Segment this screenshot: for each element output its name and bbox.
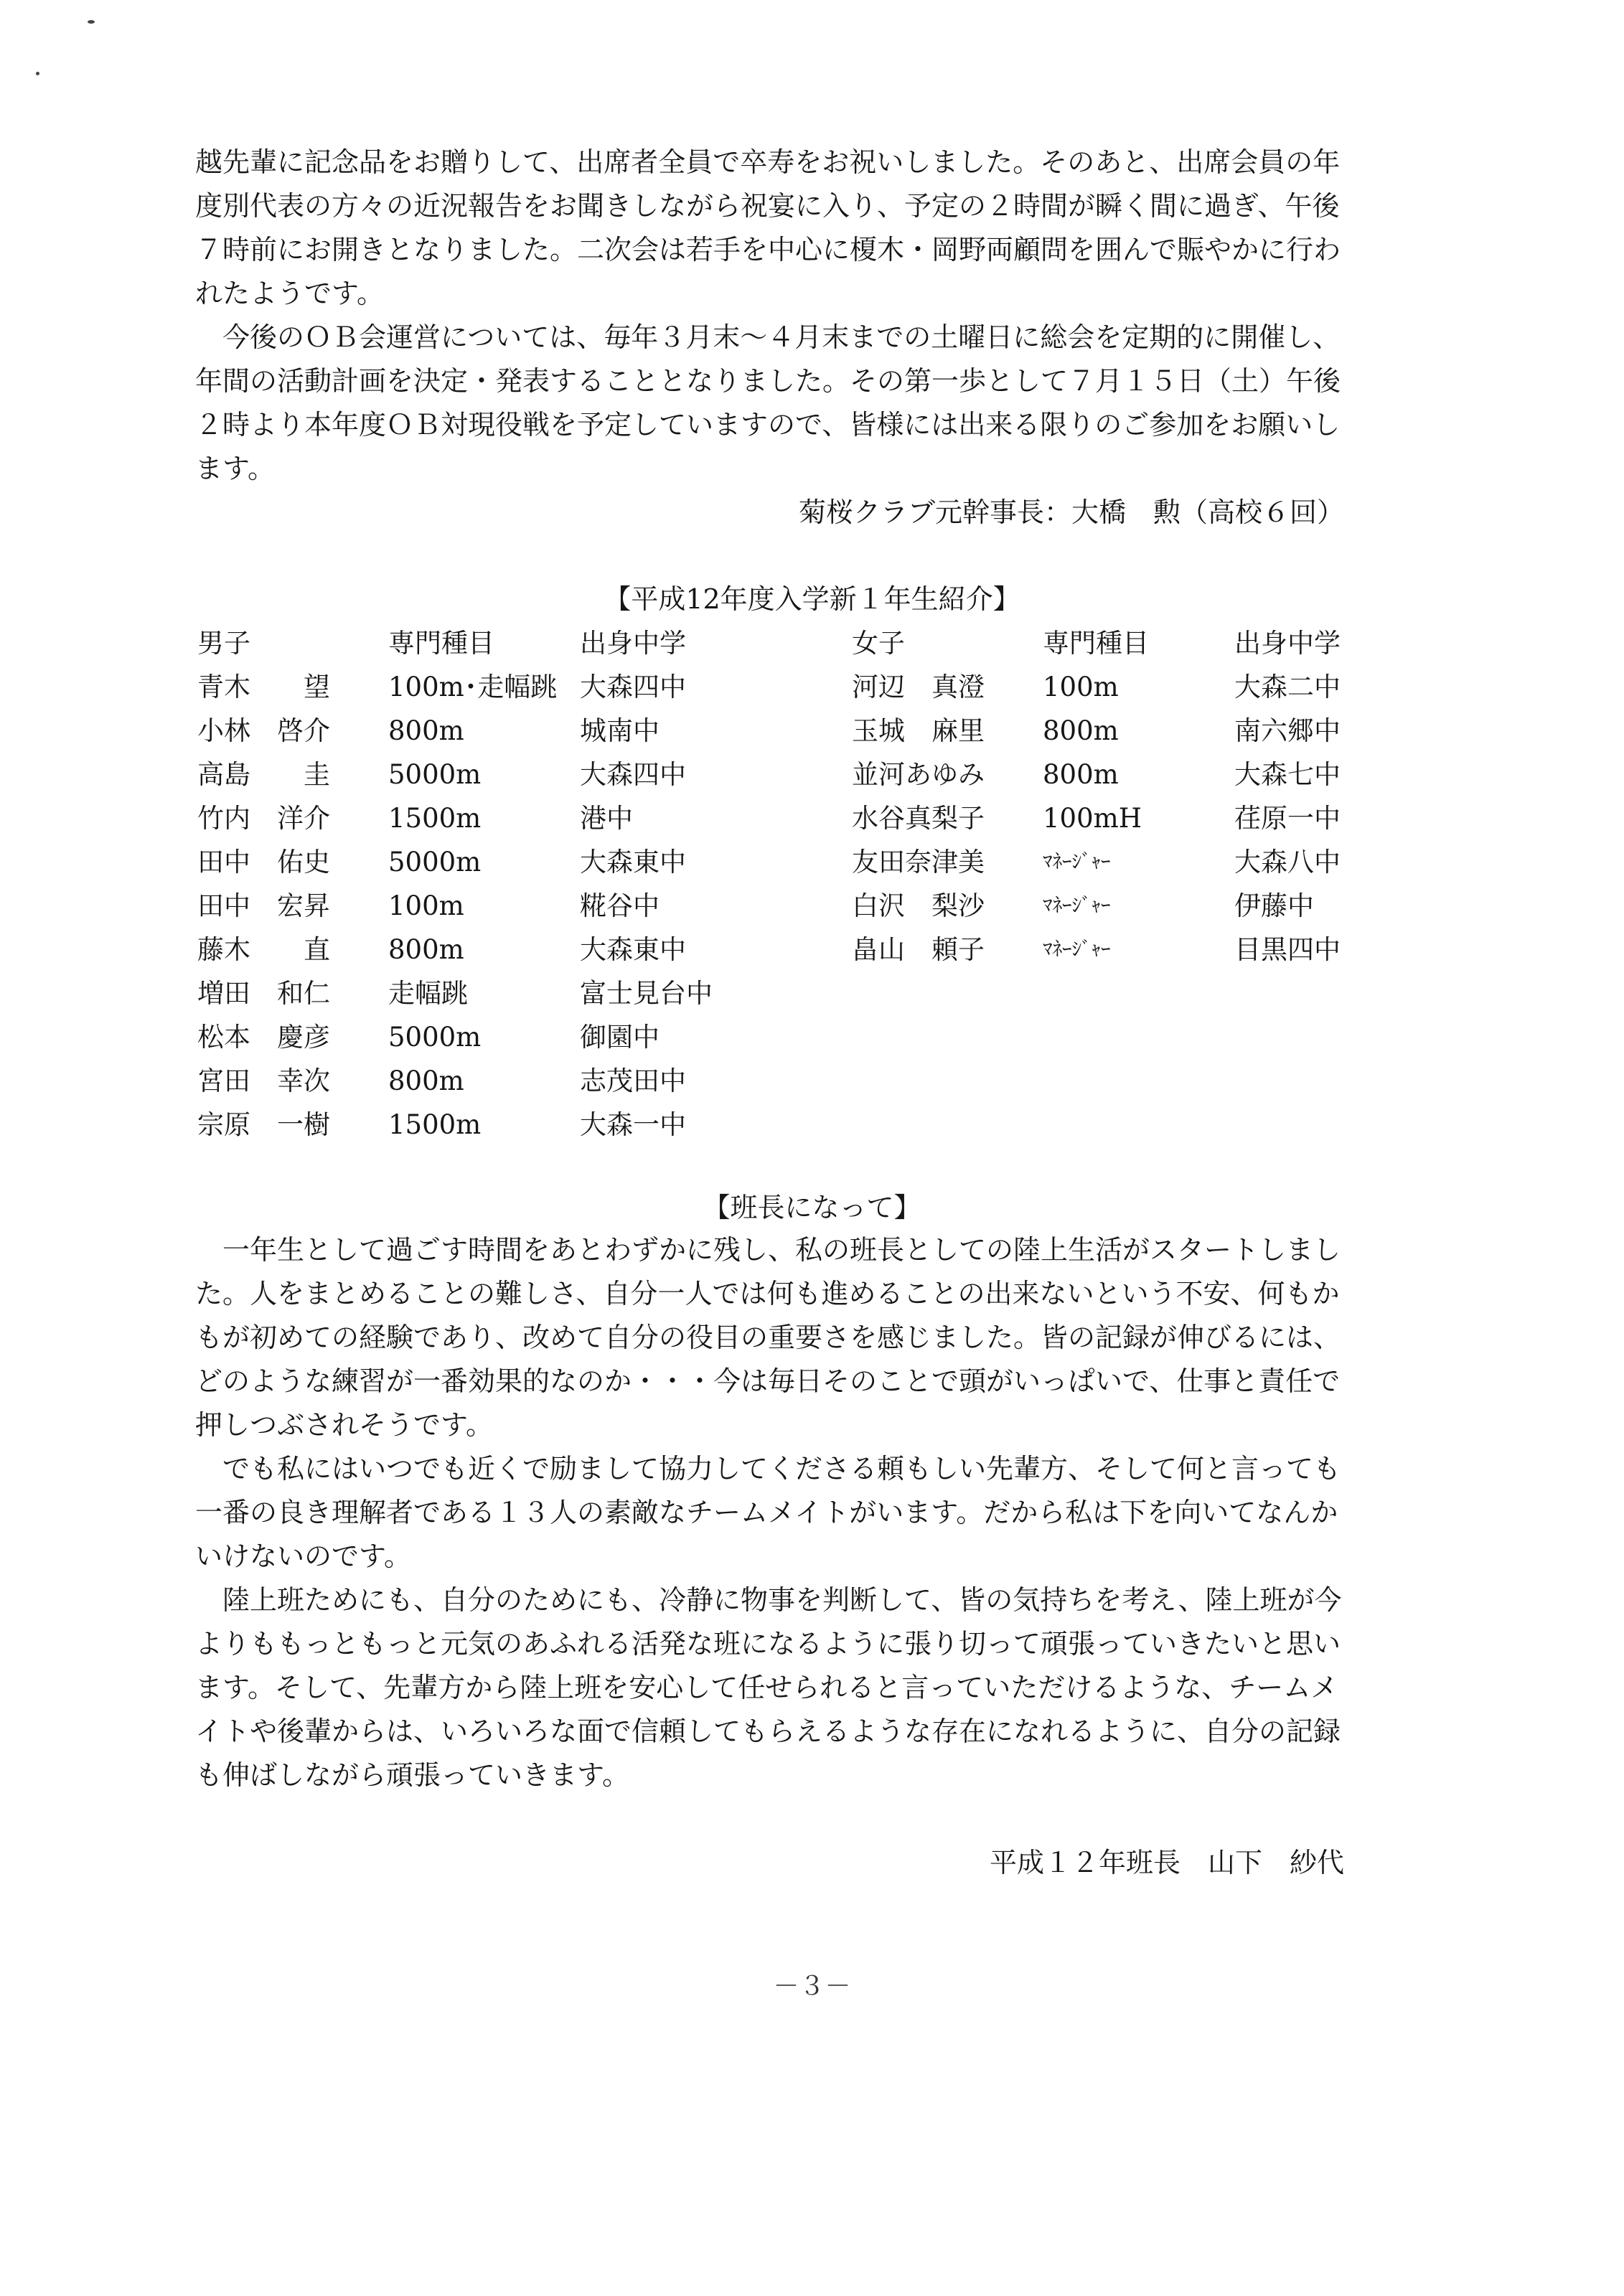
girl-row [852, 884, 1376, 928]
boy-school: 富士見台中 [580, 978, 713, 1009]
girls-header-name: 女子 [852, 628, 905, 659]
boy-school: 城南中 [580, 715, 660, 746]
boy-school: 大森東中 [580, 847, 686, 878]
girl-event: 800m [1043, 715, 1119, 746]
boy-row [197, 665, 771, 709]
girl-name: 白沢 梨沙 [852, 890, 985, 921]
boy-school: 糀谷中 [580, 890, 660, 921]
boys-header-school: 出身中学 [580, 628, 686, 659]
boy-name: 藤木 直 [197, 934, 330, 965]
boy-row [197, 1015, 771, 1059]
boy-event: 1500m [388, 803, 482, 834]
girl-name: 河辺 真澄 [852, 672, 985, 702]
boy-name: 松本 慶彦 [197, 1022, 330, 1053]
boy-name: 小林 啓介 [197, 715, 330, 746]
girl-school: 伊藤中 [1234, 890, 1314, 921]
girl-row [852, 753, 1376, 796]
boy-school: 港中 [580, 803, 633, 834]
ob-report-paragraph-1: 越先輩に記念品をお贈りして、出席者全員で卒寿をお祝いしました。そのあと、出席会員の年度別代表の方々の近況報告をお聞きしながら祝宴に入り、予定の２時間が瞬く間に過ぎ、午後７時前にお開きとなりました。二次会は若手を中心に榎木・岡野両顧問を囲んで賑やかに行われたようです。 [195, 146, 1341, 309]
girl-event: 100m [1043, 672, 1119, 702]
essay-paragraph-2: でも私にはいつでも近くで励まして協力してくださる頼もしい先輩方、そして何と言っても一番の良き理解者である１３人の素敵なチームメイトがいます。だから私は下を向いてなんかいけないのです。 [195, 1453, 1341, 1572]
girl-school: 南六郷中 [1234, 715, 1341, 746]
girl-row [852, 840, 1376, 884]
boy-name: 増田 和仁 [197, 978, 330, 1009]
boy-name: 高島 圭 [197, 759, 330, 790]
girls-header-school: 出身中学 [1234, 628, 1341, 659]
essay-paragraph-3: 陸上班ためにも、自分のためにも、冷静に物事を判断して、皆の気持ちを考え、陸上班が今よりももっともっと元気のあふれる活発な班になるように張り切って頑張っていきたいと思います。そして、先輩方から陸上班を安心して任せられると言っていただけるような、チームメイトや後輩からは、いろいろな面で信頼してもらえるような存在になれるように、自分の記録も伸ばしながら頑張っていきます。 [195, 1584, 1342, 1791]
girl-row [852, 928, 1376, 971]
boys-header-name: 男子 [197, 628, 250, 659]
boy-name: 青木 望 [197, 672, 330, 702]
boy-row [197, 840, 771, 884]
boy-row [197, 709, 771, 753]
boy-event: 5000m [388, 1022, 482, 1053]
boys-roster [197, 621, 771, 1147]
girl-school: 大森八中 [1234, 847, 1341, 878]
girl-name: 畠山 頼子 [852, 934, 985, 965]
boy-row [197, 796, 771, 840]
boy-row [197, 928, 771, 971]
boy-name: 田中 佑史 [197, 847, 330, 878]
girl-event: 100mH [1043, 803, 1142, 834]
ob-report-signature: 菊桜クラブ元幹事長：大橋 勲（高校６回） [798, 497, 1344, 528]
boy-school: 大森四中 [580, 672, 686, 702]
boy-event: 800m [388, 715, 464, 746]
boy-event: 100m･走幅跳 [388, 672, 558, 702]
ob-report-paragraph-2: 今後のＯＢ会運営については、毎年３月末～４月末までの土曜日に総会を定期的に開催し、年間の活動計画を決定・発表することとなりました。その第一歩として７月１５日（土）午後２時より本年度ＯＢ対現役戦を予定していますので、皆様には出来る限りのご参加をお願いします。 [195, 321, 1341, 484]
roster-title: 【平成12年度入学新１年生紹介】 [604, 583, 1020, 615]
girl-name: 並河あゆみ [852, 759, 985, 790]
girl-row [852, 709, 1376, 753]
boy-event: 走幅跳 [388, 978, 468, 1009]
boy-row [197, 1059, 771, 1103]
boy-event: 5000m [388, 759, 482, 790]
girls-header-event: 専門種目 [1043, 628, 1149, 659]
scan-speck [36, 72, 39, 75]
boy-school: 大森一中 [580, 1109, 686, 1140]
boy-school: 大森四中 [580, 759, 686, 790]
boy-name: 田中 宏昇 [197, 890, 330, 921]
boys-header-row [197, 621, 771, 665]
boy-row [197, 884, 771, 928]
boy-row [197, 971, 771, 1015]
girl-school: 荏原一中 [1234, 803, 1341, 834]
page-number: －３－ [773, 1972, 851, 2001]
girls-roster [852, 621, 1376, 971]
girl-name: 友田奈津美 [852, 847, 985, 878]
boy-school: 大森東中 [580, 934, 686, 965]
girl-school: 目黒四中 [1234, 934, 1341, 965]
girl-event: ﾏﾈｰｼﾞｬｰ [1043, 851, 1111, 873]
boy-event: 1500m [388, 1109, 482, 1140]
girl-row [852, 665, 1376, 709]
essay-signature: 平成１２年班長 山下 紗代 [989, 1847, 1344, 1878]
boy-name: 宗原 一樹 [197, 1109, 330, 1140]
girl-event: 800m [1043, 759, 1119, 790]
boy-event: 800m [388, 1065, 464, 1096]
girl-school: 大森七中 [1234, 759, 1341, 790]
boy-name: 宮田 幸次 [197, 1065, 330, 1096]
boy-event: 5000m [388, 847, 482, 878]
boy-school: 御園中 [580, 1022, 660, 1053]
boys-header-event: 専門種目 [388, 628, 494, 659]
girl-name: 水谷真梨子 [852, 803, 985, 834]
scan-speck [88, 20, 95, 24]
girl-event: ﾏﾈｰｼﾞｬｰ [1043, 895, 1111, 917]
girl-row [852, 796, 1376, 840]
boy-event: 800m [388, 934, 464, 965]
girl-event: ﾏﾈｰｼﾞｬｰ [1043, 938, 1111, 961]
boy-name: 竹内 洋介 [197, 803, 330, 834]
boy-row [197, 1103, 771, 1147]
boy-school: 志茂田中 [580, 1065, 686, 1096]
girl-school: 大森二中 [1234, 672, 1341, 702]
girl-name: 玉城 麻里 [852, 715, 985, 746]
girls-header-row [852, 621, 1376, 665]
essay-paragraph-1: 一年生として過ごす時間をあとわずかに残し、私の班長としての陸上生活がスタートしました。人をまとめることの難しさ、自分一人では何も進めることの出来ないという不安、何もかもが初めての経験であり、改めて自分の役目の重要さを感じました。皆の記録が伸びるには、どのような練習が一番効果的なのか・・・今は毎日そのことで頭がいっぱいで、仕事と責任で押しつぶされそうです。 [195, 1234, 1341, 1441]
boy-event: 100m [388, 890, 464, 921]
boy-row [197, 753, 771, 796]
essay-title: 【班長になって】 [703, 1192, 921, 1223]
